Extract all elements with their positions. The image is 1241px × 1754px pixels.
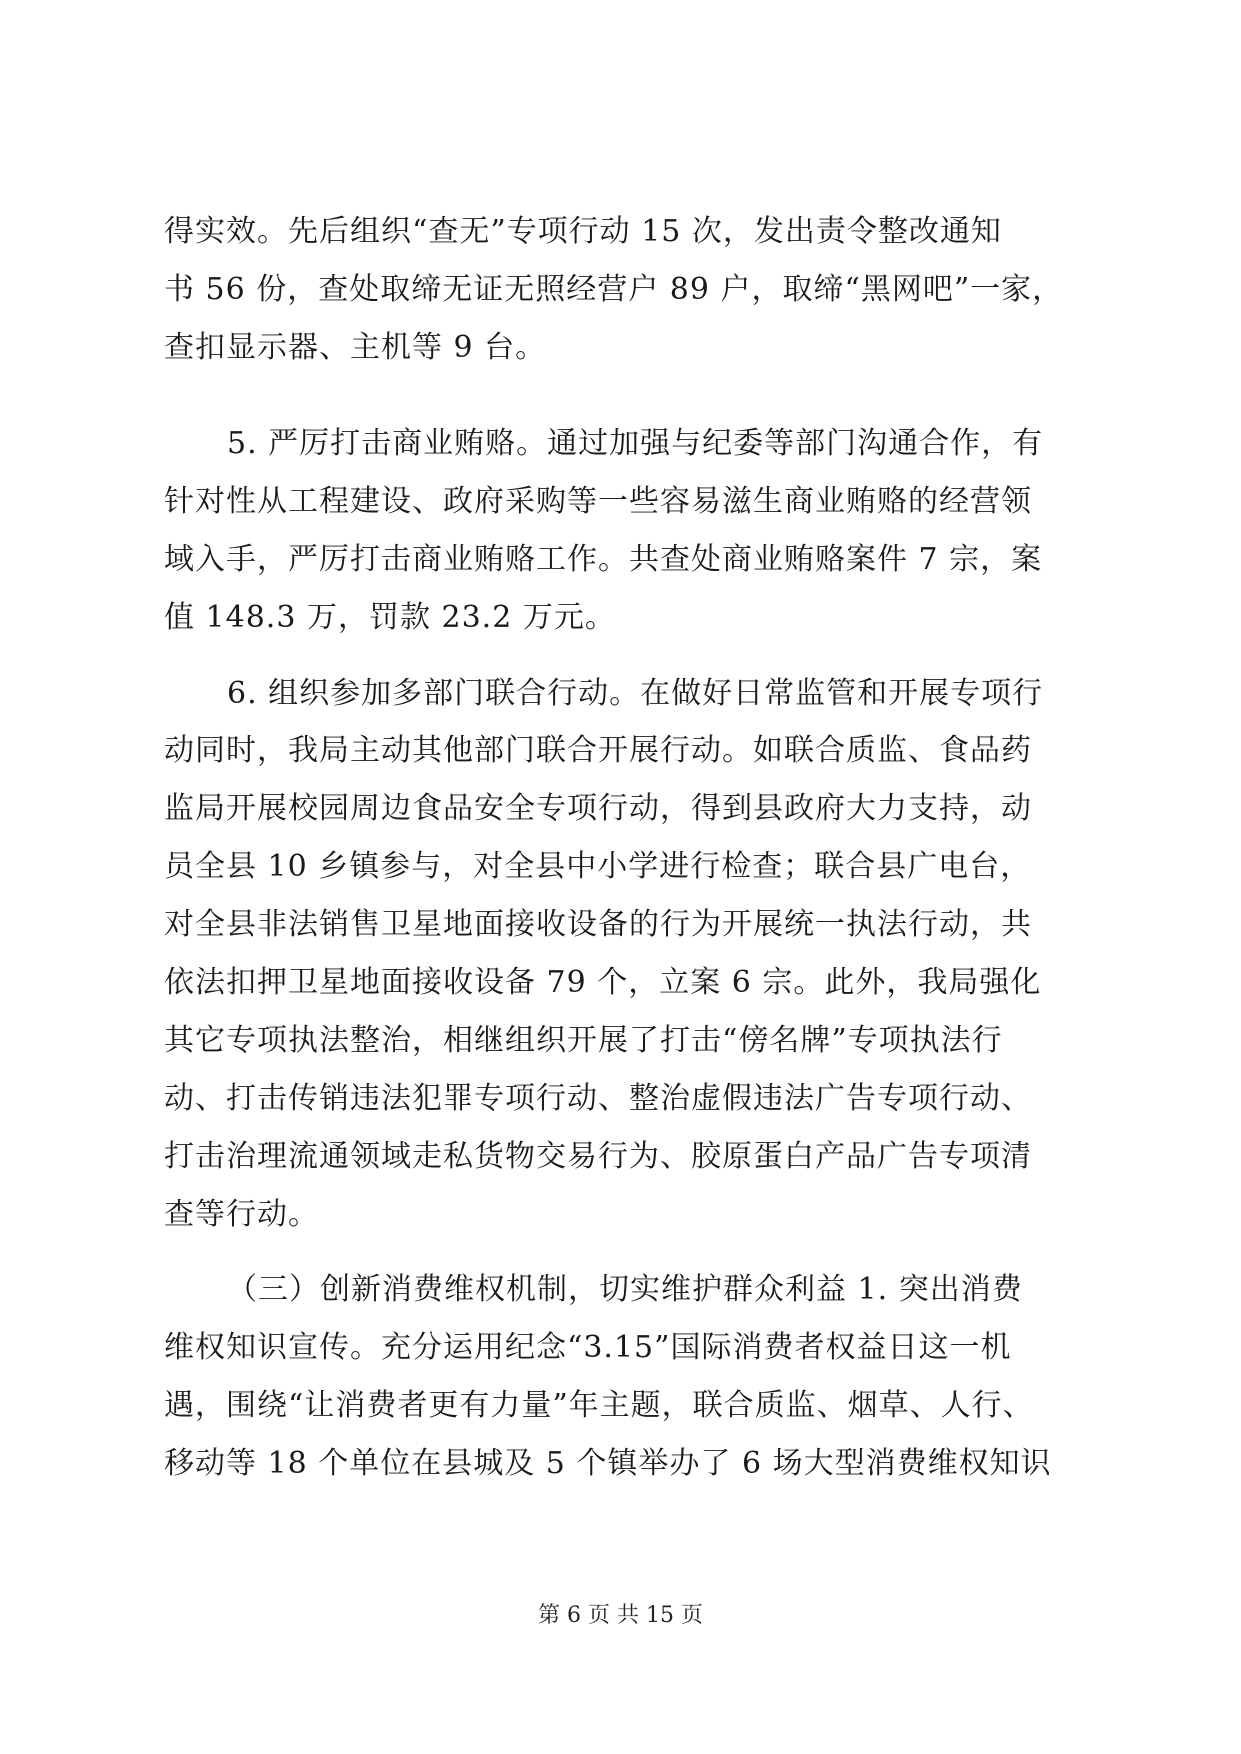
- text-line: 其它专项执法整治，相继组织开展了打击“傍名牌”专项执法行: [164, 1023, 1003, 1058]
- text-line: 得实效。先后组织“查无”专项行动 15 次，发出责令整改通知: [164, 214, 1002, 249]
- text-line: 动、打击传销违法犯罪专项行动、整治虚假违法广告专项行动、: [164, 1081, 1032, 1116]
- text-line: 对全县非法销售卫星地面接收设备的行为开展统一执法行动，共: [164, 907, 1032, 942]
- text-line: 查等行动。: [164, 1197, 319, 1232]
- text-line: 书 56 份，查处取缔无证无照经营户 89 户，取缔“黑网吧”一家，: [164, 272, 1064, 307]
- text-line: 监局开展校园周边食品安全专项行动，得到县政府大力支持，动: [164, 791, 1032, 826]
- text-line: 针对性从工程建设、政府采购等一些容易滋生商业贿赂的经营领: [164, 484, 1032, 519]
- paragraph-first-line: 6. 组织参加多部门联合行动。在做好日常监管和开展专项行: [227, 676, 1044, 711]
- text-line: 打击治理流通领域走私货物交易行为、胶原蛋白产品广告专项清: [164, 1139, 1032, 1174]
- text-line: 查扣显示器、主机等 9 台。: [164, 330, 547, 365]
- text-line: 依法扣押卫星地面接收设备 79 个，立案 6 宗。此外，我局强化: [164, 965, 1042, 1000]
- text-line: 值 148.3 万，罚款 23.2 万元。: [164, 600, 616, 635]
- text-line: 遇，围绕“让消费者更有力量”年主题，联合质监、烟草、人行、: [164, 1388, 1034, 1423]
- text-line: 移动等 18 个单位在县城及 5 个镇举办了 6 场大型消费维权知识: [164, 1446, 1052, 1481]
- text-line: 动同时，我局主动其他部门联合开展行动。如联合质监、食品药: [164, 733, 1032, 768]
- paragraph-first-line: 5. 严厉打击商业贿赂。通过加强与纪委等部门沟通合作，有: [227, 426, 1044, 461]
- page-number-footer: 第 6 页 共 15 页: [538, 1603, 703, 1628]
- paragraph-first-line: （三）创新消费维权机制，切实维护群众利益 1. 突出消费: [227, 1272, 1023, 1307]
- text-line: 维权知识宣传。充分运用纪念“3.15”国际消费者权益日这一机: [164, 1330, 1012, 1365]
- text-line: 域入手，严厉打击商业贿赂工作。共查处商业贿赂案件 7 宗，案: [164, 542, 1043, 577]
- text-line: 员全县 10 乡镇参与，对全县中小学进行检查；联合县广电台，: [164, 849, 1032, 884]
